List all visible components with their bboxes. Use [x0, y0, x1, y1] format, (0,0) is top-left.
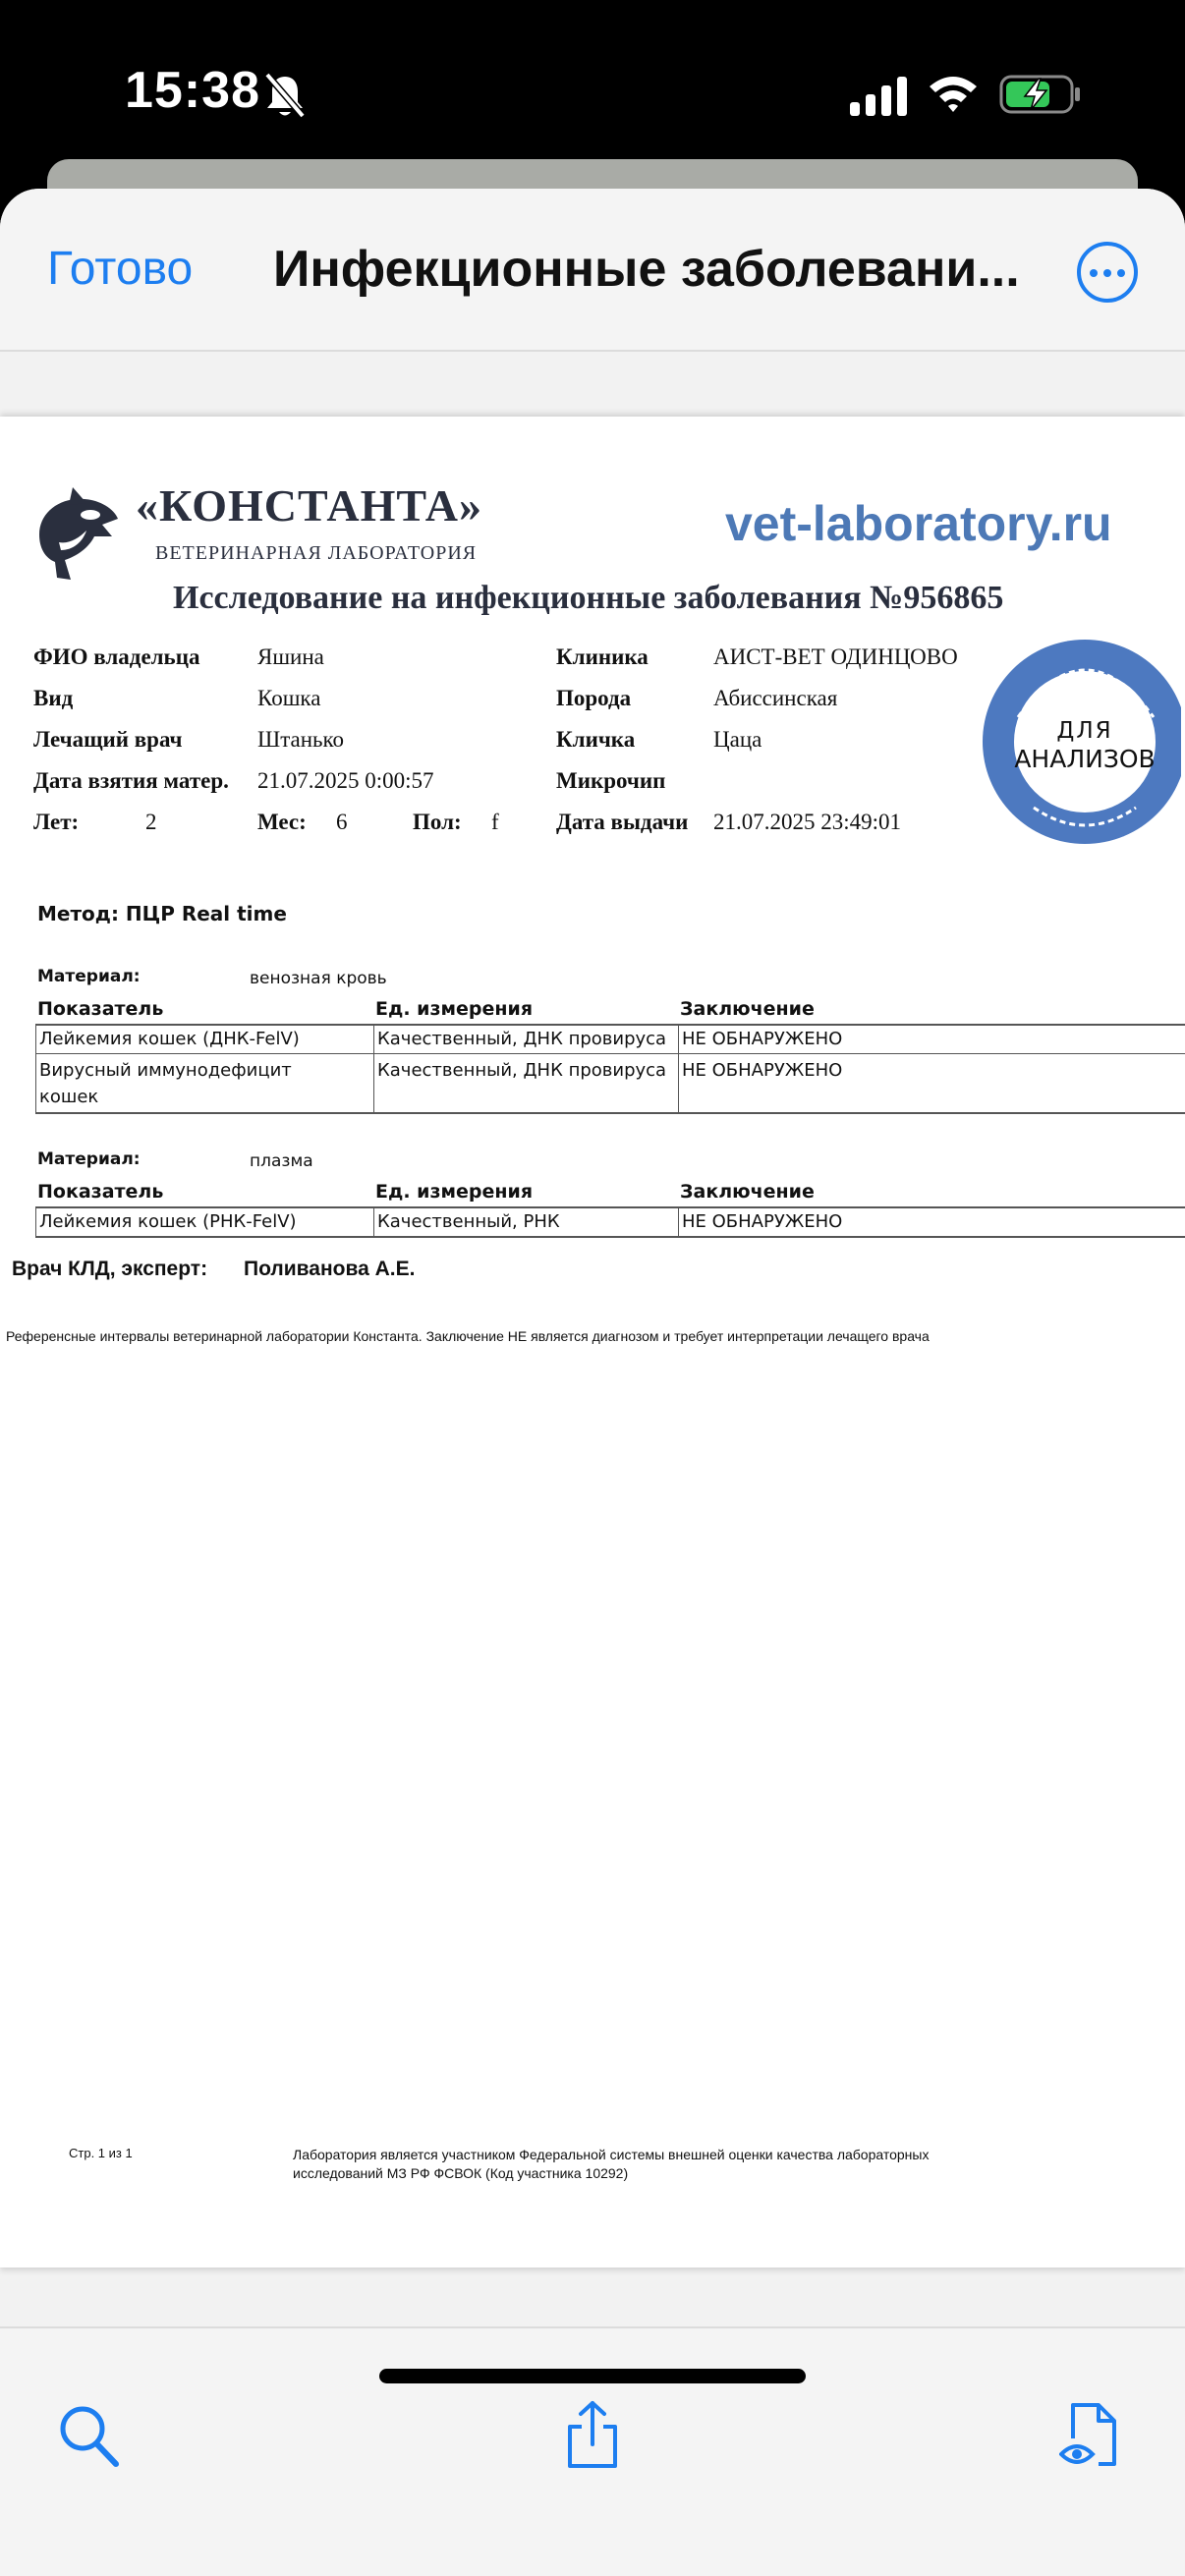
years-value: 2	[145, 810, 157, 834]
bottom-toolbar	[0, 2326, 1185, 2576]
table-cell-conclusion: НЕ ОБНАРУЖЕНО	[682, 1060, 843, 1081]
wifi-icon	[928, 73, 979, 114]
lab-stamp-seal	[977, 633, 1181, 851]
issue-date-value: 21.07.2025 23:49:01	[713, 810, 902, 834]
years-label: Лет:	[33, 810, 80, 834]
pet-name-value: Цаца	[713, 727, 762, 752]
method-text: Метод: ПЦР Real time	[37, 902, 287, 925]
footer-note: Лаборатория является участником Федеральной системы внешней оценки качества лабораторных исследований МЗ РФ ФСВОК (Код участника 10292)	[293, 2147, 930, 2181]
material-value: венозная кровь	[250, 969, 387, 988]
lab-brand-subtitle: ВЕТЕРИНАРНАЯ ЛАБОРАТОРИЯ	[155, 542, 478, 564]
status-time: 15:38	[125, 62, 260, 119]
table-cell-indicator: Лейкемия кошек (РНК-FelV)	[39, 1211, 297, 1232]
bell-slash-icon	[263, 71, 307, 120]
table-border	[35, 1112, 1185, 1114]
table-border	[373, 1024, 374, 1114]
clinic-value: АИСТ-ВЕТ ОДИНЦОВО	[713, 644, 958, 669]
table-cell-conclusion: НЕ ОБНАРУЖЕНО	[682, 1211, 843, 1232]
months-value: 6	[336, 810, 348, 834]
search-icon[interactable]	[55, 2399, 124, 2470]
sample-date-label: Дата взятия матер.	[33, 768, 229, 793]
more-options-button[interactable]	[1077, 242, 1138, 303]
material-value: плазма	[250, 1151, 313, 1171]
document-title: Инфекционные заболевани...	[273, 241, 1020, 298]
column-conclusion: Заключение	[680, 998, 815, 1020]
doctor-label: Лечащий врач	[33, 727, 183, 752]
report-title: Исследование на инфекционные заболевания №956865	[173, 580, 1004, 616]
table-border	[35, 1236, 1185, 1238]
document-preview-icon[interactable]	[1059, 2399, 1128, 2470]
months-label: Мес:	[257, 810, 307, 834]
breed-value: Абиссинская	[713, 686, 838, 710]
sex-value: f	[491, 810, 499, 834]
table-border	[35, 1206, 36, 1238]
column-unit: Ед. измерения	[375, 998, 534, 1020]
ellipsis-icon	[1081, 269, 1134, 277]
orca-logo-icon	[29, 483, 120, 584]
share-icon[interactable]	[558, 2399, 627, 2470]
column-unit: Ед. измерения	[375, 1181, 534, 1203]
table-border	[35, 1053, 1185, 1054]
column-conclusion: Заключение	[680, 1181, 815, 1203]
material-label: Материал:	[37, 967, 141, 986]
material-label: Материал:	[37, 1149, 141, 1169]
table-border	[678, 1206, 679, 1238]
species-label: Вид	[33, 686, 74, 710]
page-number: Стр. 1 из 1	[69, 2146, 133, 2160]
owner-value: Яшина	[257, 644, 324, 669]
cellular-signal-icon	[850, 77, 909, 116]
column-indicator: Показатель	[37, 998, 164, 1020]
doctor-value: Штанько	[257, 727, 345, 752]
sample-date-value: 21.07.2025 0:00:57	[257, 768, 434, 793]
issue-date-label: Дата выдачи	[556, 810, 689, 834]
expert-label: Врач КЛД, эксперт:	[12, 1258, 208, 1280]
reference-note: Референсные интервалы ветеринарной лаборатории Константа. Заключение НЕ является диагнозом и требует интерпретации лечащего врача	[6, 1328, 930, 1344]
sex-label: Пол:	[413, 810, 462, 834]
owner-label: ФИО владельца	[33, 644, 200, 669]
breed-label: Порода	[556, 686, 632, 710]
svg-text:ДЛЯ: ДЛЯ	[1056, 718, 1113, 744]
table-cell-unit: Качественный, РНК	[377, 1211, 560, 1232]
done-button[interactable]: Готово	[47, 243, 194, 295]
microchip-label: Микрочип	[556, 768, 666, 793]
table-cell-indicator: Лейкемия кошек (ДНК-FelV)	[39, 1029, 300, 1049]
table-cell-conclusion: НЕ ОБНАРУЖЕНО	[682, 1029, 843, 1049]
pdf-page	[0, 417, 1185, 2268]
table-cell-indicator: Вирусный иммунодефицит кошек	[39, 1060, 292, 1107]
species-value: Кошка	[257, 686, 321, 710]
table-border	[678, 1024, 679, 1114]
home-indicator[interactable]	[379, 2369, 806, 2383]
table-border	[373, 1206, 374, 1238]
table-cell-unit: Качественный, ДНК провируса	[377, 1060, 667, 1081]
table-cell-unit: Качественный, ДНК провируса	[377, 1029, 667, 1049]
navigation-bar	[0, 189, 1185, 352]
lab-website: vet-laboratory.ru	[725, 496, 1112, 551]
table-border	[35, 1024, 36, 1114]
pet-name-label: Кличка	[556, 727, 636, 752]
column-indicator: Показатель	[37, 1181, 164, 1203]
clinic-label: Клиника	[556, 644, 649, 669]
expert-name: Поливанова А.Е.	[244, 1258, 416, 1280]
svg-text:АНАЛИЗОВ: АНАЛИЗОВ	[1014, 745, 1156, 773]
lab-brand-name: «КОНСТАНТА»	[136, 480, 482, 531]
document-viewer-sheet	[0, 189, 1185, 2576]
battery-charging-icon	[999, 75, 1082, 114]
